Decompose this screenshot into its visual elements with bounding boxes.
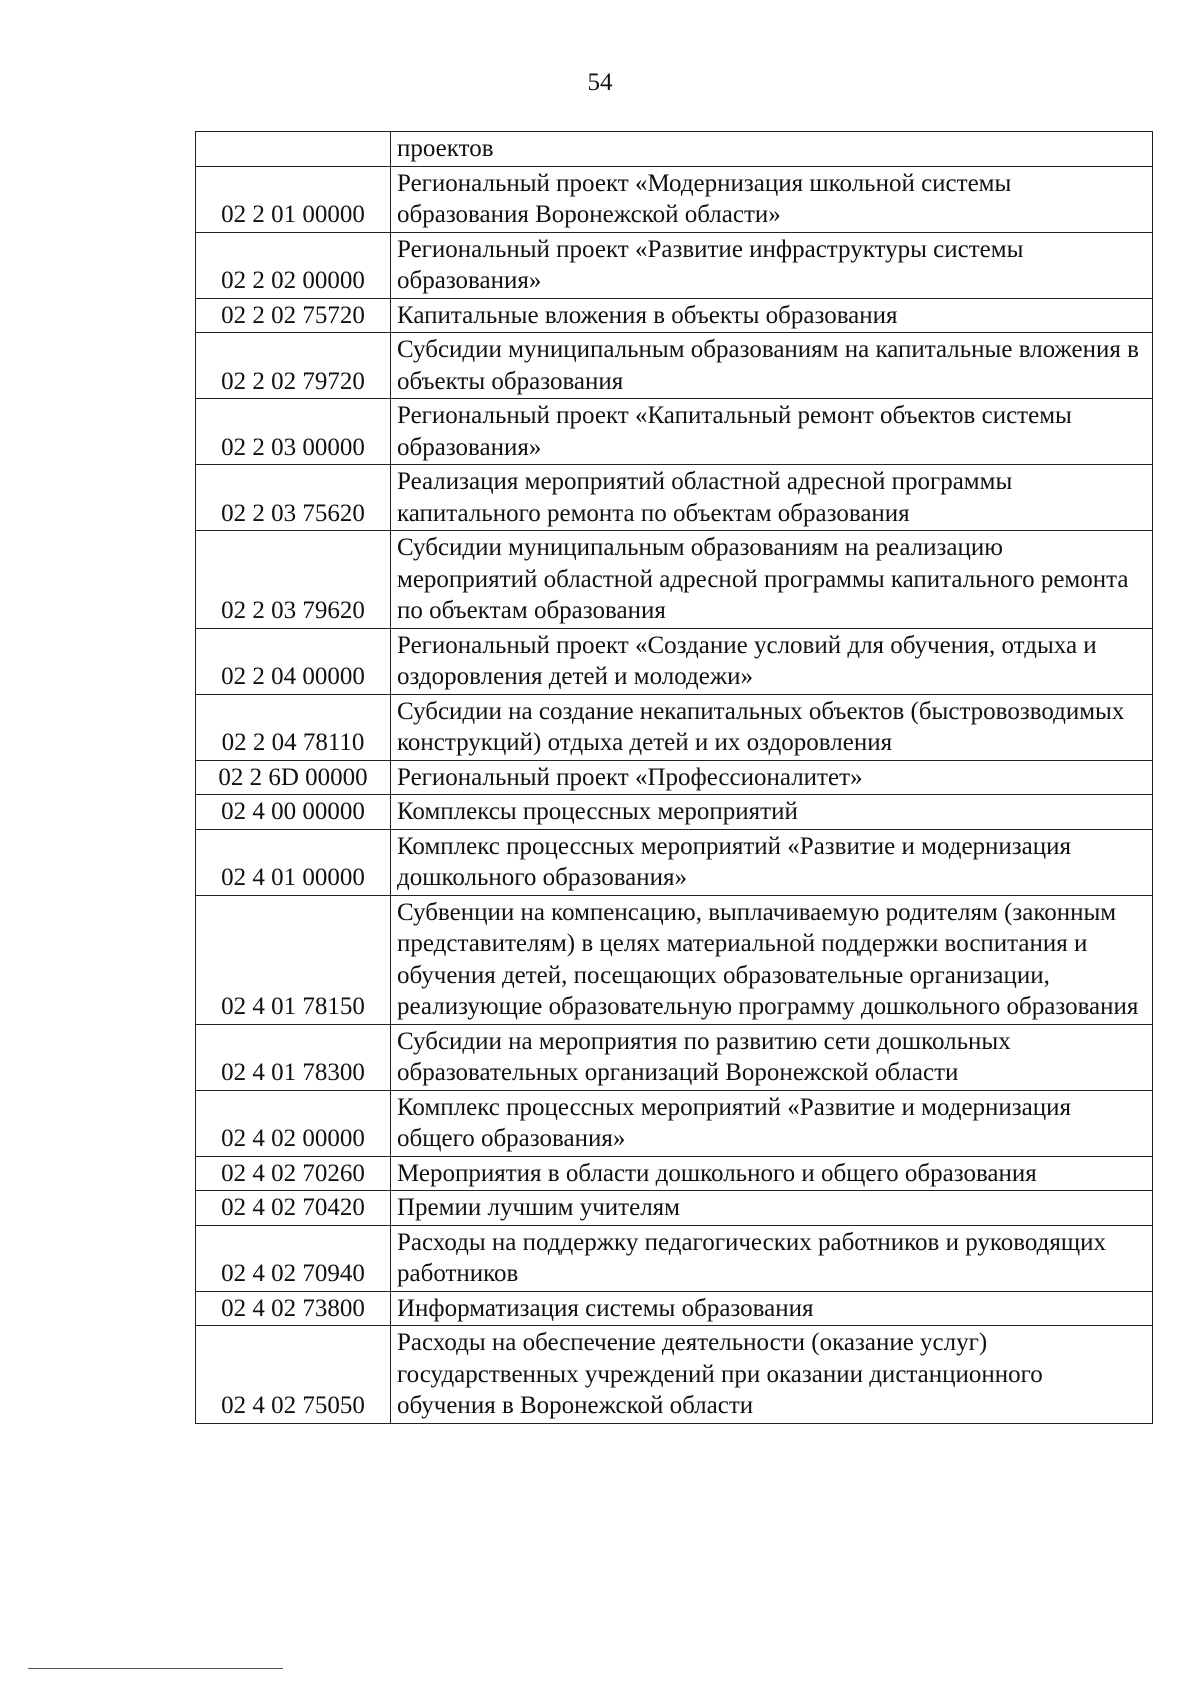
row-code: 02 2 02 00000 <box>196 232 391 298</box>
table-row <box>196 531 1153 629</box>
row-code: 02 4 01 78300 <box>196 1024 391 1090</box>
table-row <box>196 1291 1153 1326</box>
row-description: Капитальные вложения в объекты образования <box>391 298 1153 333</box>
row-description: Информатизация системы образования <box>391 1291 1153 1326</box>
table-row <box>196 795 1153 830</box>
table-row <box>196 1090 1153 1156</box>
row-description: Комплекс процессных мероприятий «Развитие и модернизация общего образования» <box>391 1090 1153 1156</box>
row-description: проектов <box>391 132 1153 167</box>
row-description: Реализация мероприятий областной адресной программы капитального ремонта по объектам образования <box>391 465 1153 531</box>
row-code: 02 2 04 78110 <box>196 694 391 760</box>
table-row <box>196 1024 1153 1090</box>
row-description: Региональный проект «Профессионалитет» <box>391 760 1153 795</box>
row-description: Региональный проект «Модернизация школьной системы образования Воронежской области» <box>391 166 1153 232</box>
row-description: Субсидии муниципальным образованиям на капитальные вложения в объекты образования <box>391 333 1153 399</box>
table-row <box>196 760 1153 795</box>
row-description: Субсидии на мероприятия по развитию сети дошкольных образовательных организаций Воронежской области <box>391 1024 1153 1090</box>
table-row <box>196 132 1153 167</box>
row-description: Региональный проект «Создание условий для обучения, отдыха и оздоровления детей и молодежи» <box>391 628 1153 694</box>
row-description: Субвенции на компенсацию, выплачиваемую родителям (законным представителям) в целях материальной поддержки воспитания и обучения детей, посещающих образовательные организации, реализующие образовательную программу дошкольного образования <box>391 895 1153 1024</box>
row-code: 02 2 01 00000 <box>196 166 391 232</box>
footer-rule <box>28 1668 283 1669</box>
row-code: 02 2 04 00000 <box>196 628 391 694</box>
row-code: 02 4 02 00000 <box>196 1090 391 1156</box>
page-number: 54 <box>587 69 613 96</box>
row-description: Субсидии на создание некапитальных объектов (быстровозводимых конструкций) отдыха детей и их оздоровления <box>391 694 1153 760</box>
row-description: Комплекс процессных мероприятий «Развитие и модернизация дошкольного образования» <box>391 829 1153 895</box>
table-row <box>196 694 1153 760</box>
row-description: Региональный проект «Капитальный ремонт объектов системы образования» <box>391 399 1153 465</box>
table-row <box>196 1326 1153 1424</box>
table-row <box>196 1156 1153 1191</box>
row-description: Комплексы процессных мероприятий <box>391 795 1153 830</box>
table-row <box>196 895 1153 1024</box>
row-code <box>196 132 391 167</box>
row-description: Премии лучшим учителям <box>391 1191 1153 1226</box>
row-code: 02 2 02 75720 <box>196 298 391 333</box>
table-row <box>196 628 1153 694</box>
row-code: 02 2 03 79620 <box>196 531 391 629</box>
row-code: 02 4 02 75050 <box>196 1326 391 1424</box>
budget-classification-table <box>195 131 1153 1424</box>
row-code: 02 4 01 00000 <box>196 829 391 895</box>
table-row <box>196 829 1153 895</box>
row-description: Субсидии муниципальным образованиям на реализацию мероприятий областной адресной программы капитального ремонта по объектам образования <box>391 531 1153 629</box>
row-code: 02 4 02 70420 <box>196 1191 391 1226</box>
table-row <box>196 465 1153 531</box>
row-code: 02 2 03 00000 <box>196 399 391 465</box>
row-description: Расходы на поддержку педагогических работников и руководящих работников <box>391 1225 1153 1291</box>
table-row <box>196 399 1153 465</box>
table-row <box>196 1225 1153 1291</box>
row-code: 02 2 6D 00000 <box>196 760 391 795</box>
table-row <box>196 333 1153 399</box>
row-description: Региональный проект «Развитие инфраструктуры системы образования» <box>391 232 1153 298</box>
row-code: 02 2 03 75620 <box>196 465 391 531</box>
row-code: 02 4 00 00000 <box>196 795 391 830</box>
row-code: 02 4 02 73800 <box>196 1291 391 1326</box>
row-description: Расходы на обеспечение деятельности (оказание услуг) государственных учреждений при оказании дистанционного обучения в Воронежской области <box>391 1326 1153 1424</box>
table-row <box>196 166 1153 232</box>
row-description: Мероприятия в области дошкольного и общего образования <box>391 1156 1153 1191</box>
table-row <box>196 232 1153 298</box>
row-code: 02 4 01 78150 <box>196 895 391 1024</box>
row-code: 02 2 02 79720 <box>196 333 391 399</box>
table-row <box>196 298 1153 333</box>
row-code: 02 4 02 70940 <box>196 1225 391 1291</box>
row-code: 02 4 02 70260 <box>196 1156 391 1191</box>
table-row <box>196 1191 1153 1226</box>
